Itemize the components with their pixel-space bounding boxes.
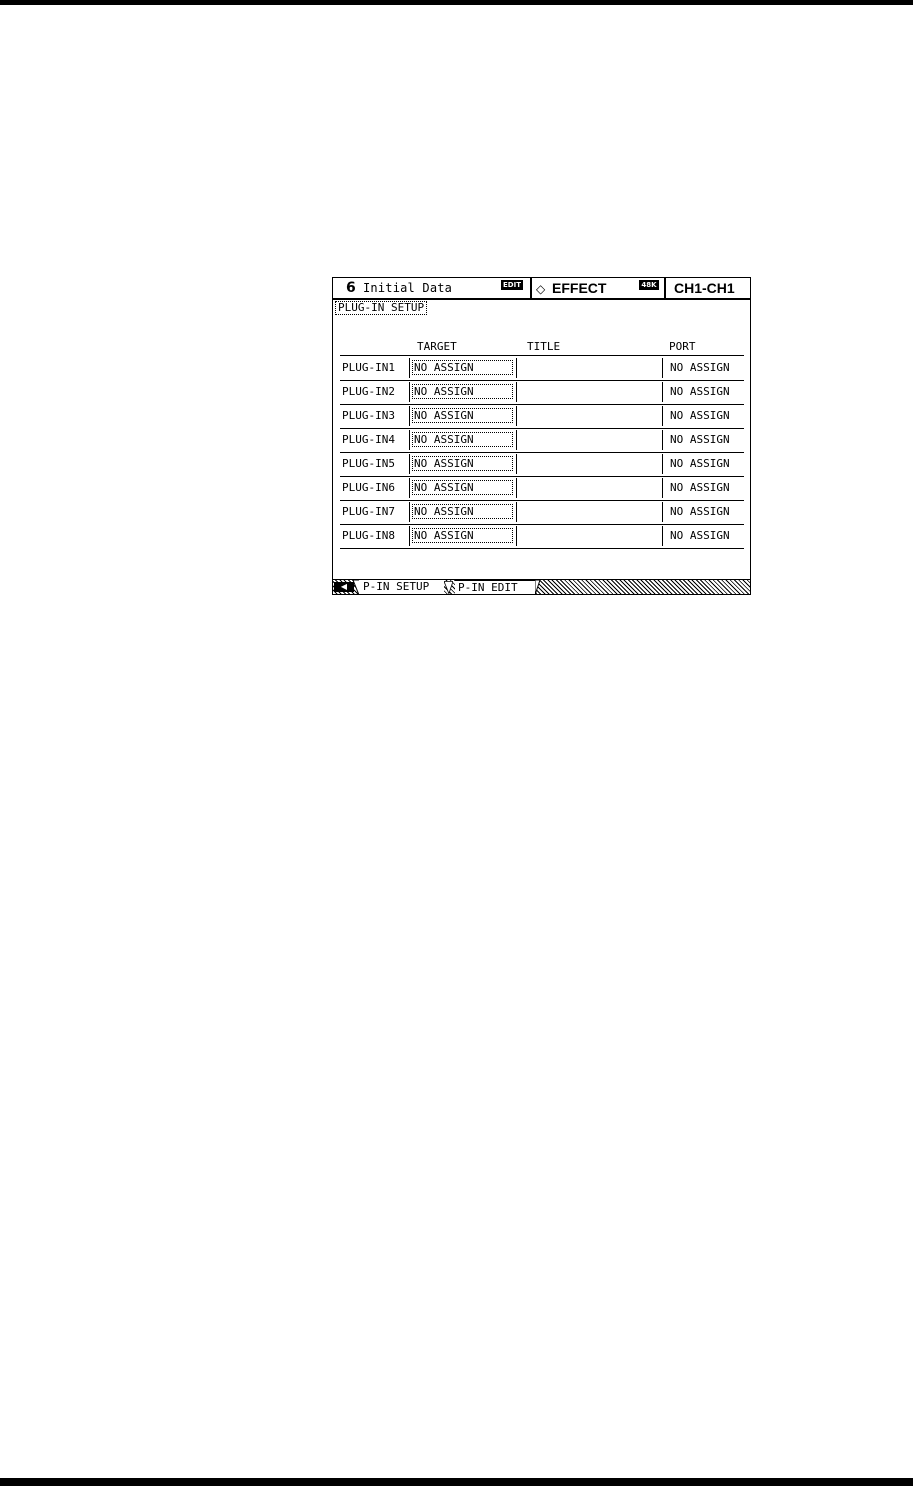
plugin-label: PLUG-IN8	[342, 529, 395, 542]
column-divider	[409, 358, 410, 378]
column-divider	[516, 382, 517, 402]
page-left-arrow-icon[interactable]: ◀	[334, 582, 354, 592]
plugin-row	[340, 500, 744, 525]
title-divider	[530, 278, 532, 298]
target-selector[interactable]: NO ASSIGN	[412, 480, 513, 495]
edit-badge: EDIT	[501, 280, 523, 290]
column-divider	[516, 358, 517, 378]
column-divider	[662, 478, 663, 498]
port-value[interactable]: NO ASSIGN	[670, 361, 730, 374]
plugin-label: PLUG-IN6	[342, 481, 395, 494]
plugin-label: PLUG-IN1	[342, 361, 395, 374]
plugin-row	[340, 356, 744, 381]
page-tab-label: PLUG-IN SETUP	[335, 301, 427, 315]
column-divider	[662, 454, 663, 474]
port-value[interactable]: NO ASSIGN	[670, 529, 730, 542]
column-header-port: PORT	[669, 340, 696, 353]
plugin-row	[340, 428, 744, 453]
lcd-screen	[332, 277, 751, 595]
page-bottom-rule	[0, 1478, 913, 1486]
column-divider	[662, 526, 663, 546]
column-divider	[516, 526, 517, 546]
tab-bar	[333, 579, 750, 595]
plugin-row	[340, 380, 744, 405]
channel-label: CH1-CH1	[674, 280, 735, 296]
title-bar	[333, 278, 750, 300]
column-divider	[516, 454, 517, 474]
column-divider	[409, 430, 410, 450]
tab-p-in-setup[interactable]: P-IN SETUP	[359, 580, 444, 595]
port-value[interactable]: NO ASSIGN	[670, 505, 730, 518]
plugin-row	[340, 452, 744, 477]
tab-edge-icon	[535, 580, 544, 595]
rate-badge: 48K	[639, 280, 659, 290]
diamond-icon: ◇	[536, 282, 546, 296]
target-selector[interactable]: NO ASSIGN	[412, 456, 513, 471]
scene-number: 6	[346, 280, 356, 296]
tab-p-in-edit[interactable]: P-IN EDIT	[455, 580, 535, 595]
scene-title: Initial Data	[363, 281, 453, 295]
column-divider	[409, 526, 410, 546]
column-divider	[662, 502, 663, 522]
target-selector[interactable]: NO ASSIGN	[412, 384, 513, 399]
column-divider	[662, 430, 663, 450]
column-divider	[516, 406, 517, 426]
column-divider	[662, 406, 663, 426]
target-selector[interactable]: NO ASSIGN	[412, 504, 513, 519]
target-selector[interactable]: NO ASSIGN	[412, 360, 513, 375]
column-divider	[662, 358, 663, 378]
column-divider	[409, 406, 410, 426]
target-selector[interactable]: NO ASSIGN	[412, 408, 513, 423]
port-value[interactable]: NO ASSIGN	[670, 433, 730, 446]
plugin-row	[340, 476, 744, 501]
plugin-row	[340, 404, 744, 429]
port-value[interactable]: NO ASSIGN	[670, 481, 730, 494]
column-divider	[409, 502, 410, 522]
column-divider	[662, 382, 663, 402]
port-value[interactable]: NO ASSIGN	[670, 385, 730, 398]
plugin-label: PLUG-IN3	[342, 409, 395, 422]
column-divider	[409, 382, 410, 402]
target-selector[interactable]: NO ASSIGN	[412, 432, 513, 447]
target-selector[interactable]: NO ASSIGN	[412, 528, 513, 543]
column-header-title: TITLE	[527, 340, 561, 353]
column-divider	[516, 478, 517, 498]
column-divider	[409, 478, 410, 498]
column-divider	[516, 502, 517, 522]
plugin-row	[340, 524, 744, 549]
plugin-label: PLUG-IN5	[342, 457, 395, 470]
column-divider	[516, 430, 517, 450]
port-value[interactable]: NO ASSIGN	[670, 457, 730, 470]
plugin-label: PLUG-IN7	[342, 505, 395, 518]
function-name: EFFECT	[552, 280, 607, 296]
tab-edge-icon	[444, 580, 453, 595]
plugin-label: PLUG-IN4	[342, 433, 395, 446]
column-divider	[409, 454, 410, 474]
plugin-label: PLUG-IN2	[342, 385, 395, 398]
page-top-rule	[0, 0, 913, 5]
title-divider	[664, 278, 666, 298]
port-value[interactable]: NO ASSIGN	[670, 409, 730, 422]
column-header-target: TARGET	[417, 340, 457, 353]
